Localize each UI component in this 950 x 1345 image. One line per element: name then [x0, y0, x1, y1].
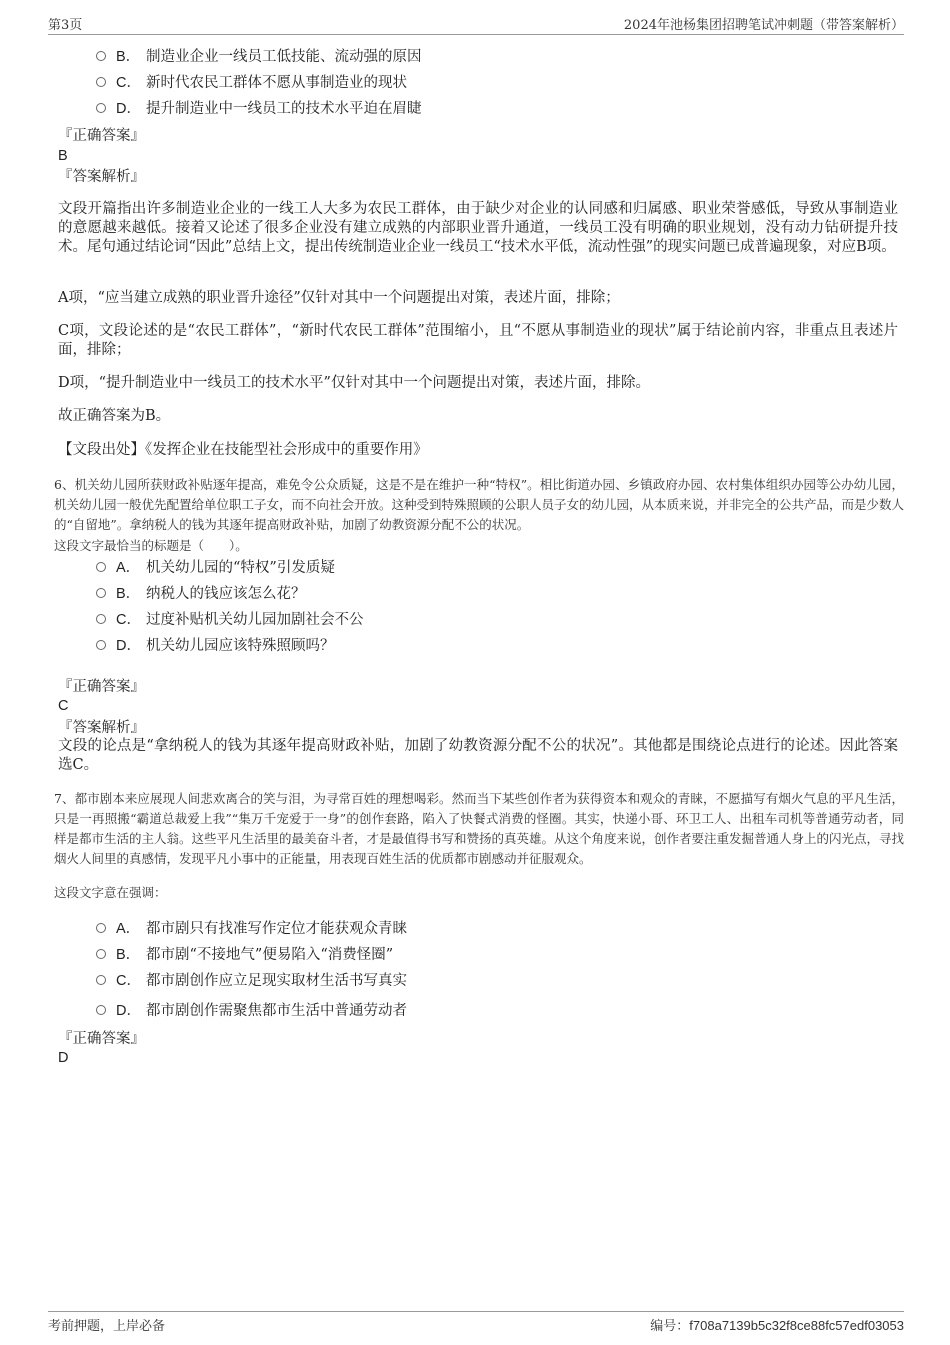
- q6-option-c[interactable]: C． 过度补贴机关幼儿园加剧社会不公: [96, 610, 364, 630]
- footer-slogan: 考前押题，上岸必备: [48, 1319, 166, 1334]
- q6-option-d[interactable]: D． 机关幼儿园应该特殊照顾吗？: [96, 636, 335, 656]
- q5-option-b[interactable]: B． 制造业企业一线员工低技能、流动强的原因: [96, 47, 422, 67]
- q6-answer-label: 『正确答案』: [58, 679, 145, 695]
- radio-icon[interactable]: [96, 923, 106, 933]
- radio-icon[interactable]: [96, 103, 106, 113]
- q6-option-a[interactable]: A． 机关幼儿园的“特权”引发质疑: [96, 558, 335, 578]
- q6-analysis: 文段的论点是“拿纳税人的钱为其逐年提高财政补贴，加剧了幼教资源分配不公的状况”。其他都是围绕论点进行的论述。因此答案选C。: [58, 738, 898, 773]
- q7-option-c[interactable]: C． 都市剧创作应立足现实取材生活书写真实: [96, 971, 407, 991]
- radio-icon[interactable]: [96, 77, 106, 87]
- page-footer: [48, 1311, 904, 1337]
- radio-icon[interactable]: [96, 562, 106, 572]
- q5-source: 【文段出处】《发挥企业在技能型社会形成中的重要作用》: [58, 442, 428, 458]
- q5-answer: B: [58, 148, 68, 164]
- q5-option-d[interactable]: D． 提升制造业中一线员工的技术水平迫在眉睫: [96, 99, 422, 119]
- q6-question: 这段文字最恰当的标题是（ ）。: [54, 538, 248, 553]
- q6-stem: 6、机关幼儿园所获财政补贴逐年提高，难免令公众质疑，这是不是在维护一种“特权”。相比街道办园、乡镇政府办园、农村集体组织办园等公办幼儿园，机关幼儿园一般优先配置给单位职工子女，而不向社会开放。这种受到特殊照顾的公职人员子女的幼儿园，从本质来说，并非完全的公共产品，而是少数人的“自留地”。拿纳税人的钱为其逐年提高财政补贴，加剧了幼教资源分配不公的状况。: [54, 477, 905, 532]
- q7-option-b[interactable]: B． 都市剧“不接地气”便易陷入“消费怪圈”: [96, 945, 393, 965]
- radio-icon[interactable]: [96, 1005, 106, 1015]
- radio-icon[interactable]: [96, 588, 106, 598]
- q7-question: 这段文字意在强调：: [54, 885, 167, 900]
- q5-analysis-d: D项，“提升制造业中一线员工的技术水平”仅针对其中一个问题提出对策，表述片面，排除。: [58, 375, 650, 391]
- radio-icon[interactable]: [96, 640, 106, 650]
- q5-analysis-a: A项，“应当建立成熟的职业晋升途径”仅针对其中一个问题提出对策，表述片面，排除；: [58, 290, 620, 306]
- radio-icon[interactable]: [96, 614, 106, 624]
- radio-icon[interactable]: [96, 975, 106, 985]
- q7-stem: 7、都市剧本来应展现人间悲欢离合的笑与泪，为寻常百姓的理想喝彩。然而当下某些创作者为获得资本和观众的青睐，不愿描写有烟火气息的平凡生活，只是一再照搬“霸道总裁爱上我”“集万千宠爱于一身”的创作套路，陷入了快餐式消费的怪圈。其实，快递小哥、环卫工人、出租车司机等普通劳动者，同样是都市生活的主人翁。这些平凡生活里的最美奋斗者，才是最值得书写和赞扬的真英雄。从这个角度来说，创作者要注重发掘普通人身上的闪光点，寻找烟火人间里的真感情，发现平凡小事中的正能量，用表现百姓生活的优质都市剧感动并征服观众。: [54, 791, 905, 866]
- q7-answer: D: [58, 1050, 69, 1066]
- q5-answer-label: 『正确答案』: [58, 128, 145, 144]
- q6-answer: C: [58, 698, 69, 714]
- page-number: 第3页: [48, 18, 83, 33]
- q7-answer-label: 『正确答案』: [58, 1031, 145, 1047]
- q5-option-c[interactable]: C． 新时代农民工群体不愿从事制造业的现状: [96, 73, 407, 93]
- page-header: [48, 14, 904, 35]
- q6-analysis-label: 『答案解析』: [58, 720, 145, 736]
- document-id: 编号：f708a7139b5c32f8ce88fc57edf03053: [650, 1318, 904, 1333]
- radio-icon[interactable]: [96, 51, 106, 61]
- q5-conclusion: 故正确答案为B。: [58, 408, 171, 424]
- q7-option-a[interactable]: A． 都市剧只有找准写作定位才能获观众青睐: [96, 919, 407, 939]
- radio-icon[interactable]: [96, 949, 106, 959]
- q5-analysis-main: 文段开篇指出许多制造业企业的一线工人大多为农民工群体，由于缺少对企业的认同感和归属感、职业荣誉感低，导致从事制造业的意愿越来越低。接着又论述了很多企业没有建立成熟的内部职业晋升通道，一线员工没有明确的职业规划，没有动力钻研提升技术。尾句通过结论词“因此”总结上文，提出传统制造业企业一线员工“技术水平低，流动性强”的现实问题已成普遍现象，对应B项。: [58, 201, 898, 255]
- q5-analysis-c: C项，文段论述的是“农民工群体”，“新时代农民工群体”范围缩小，且“不愿从事制造业的现状”属于结论前内容，非重点且表述片面，排除；: [58, 323, 898, 358]
- q7-option-d[interactable]: D． 都市剧创作需聚焦都市生活中普通劳动者: [96, 1001, 407, 1021]
- q6-option-b[interactable]: B． 纳税人的钱应该怎么花？: [96, 584, 306, 604]
- q5-analysis-label: 『答案解析』: [58, 169, 145, 185]
- document-title: 2024年池杨集团招聘笔试冲刺题（带答案解析）: [623, 18, 904, 33]
